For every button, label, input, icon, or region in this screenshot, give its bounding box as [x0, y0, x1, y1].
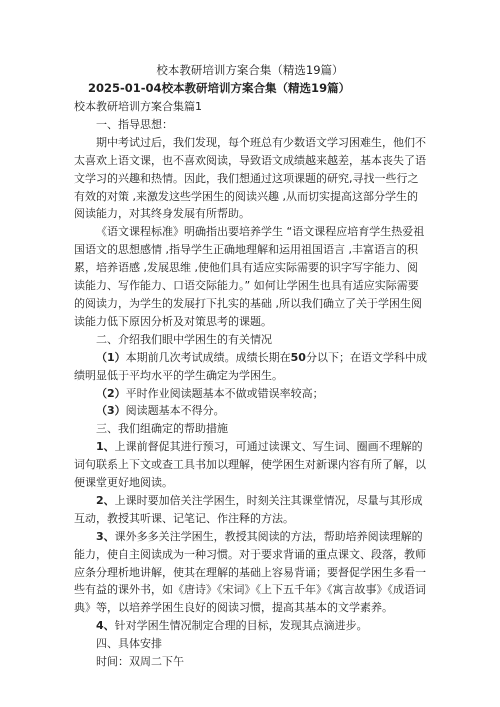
- situation-item-2: [74, 385, 428, 403]
- measure-text: 课外多多关注学困生，教授其阅读的方法，帮助培养阅读理解的能力，使自主阅读成为一种习惯。对于要求背诵的重点课文、段落，教师应条分理析地讲解，使其在理解的基础上容易背诵；要督促学困生多看一些有益的课外书，如《唐诗》《宋词》《上下五千年》《寓言故事》《成语词典》等，以培养学困生良好的阅读习惯，提高其基本的文学素养。: [74, 529, 426, 615]
- measure-number: 1、: [96, 440, 115, 454]
- document-title: 校本教研培训方案合集（精选19篇）: [156, 63, 344, 77]
- meta-title: 校本教研培训方案合集（精选19篇）: [161, 81, 351, 95]
- section-heading-schedule: 四、具体安排: [96, 637, 162, 651]
- document-date: 2025-01-04: [88, 81, 162, 95]
- item-text-cont: 分以下；在语文学科中成绩明显低于平均水平的学生确定为学困生。: [74, 350, 427, 382]
- measure-text: 上课时要加倍关注学困生，时刻关注其课堂情况，尽量与其形成互动，教授其听课、记笔记、作注释的方法。: [74, 493, 423, 525]
- section-heading-guiding-thought: 一、指导思想：: [96, 117, 173, 131]
- document-body: [74, 98, 428, 671]
- document-meta-line: [88, 80, 350, 96]
- measure-3: [74, 528, 428, 618]
- section-heading-measures: 三、我们组确定的帮助措施: [96, 422, 228, 436]
- schedule-time: 时间：双周二下午: [96, 655, 184, 669]
- item-text: 平时作业阅读题基本不做或错误率较高；: [125, 386, 324, 400]
- item-text: 阅读题基本不得分。: [125, 404, 225, 418]
- measure-text: 针对学困生情况制定合理的目标，发现其点滴进步。: [114, 619, 368, 633]
- item-number: （2）: [96, 386, 126, 400]
- measure-number: 2、: [96, 493, 115, 507]
- item-number: （1）: [96, 350, 126, 364]
- situation-item-1: [74, 349, 428, 385]
- measure-number: 4、: [96, 619, 115, 633]
- section-heading-situation: 二、介绍我们眼中学困生的有关情况: [96, 332, 272, 346]
- measure-2: [74, 492, 428, 528]
- item-text: 本期前几次考试成绩。成绩长期在: [125, 350, 291, 364]
- paragraph-1: 期中考试过后，我们发现，每个班总有少数语文学习困难生，他们不太喜欢上语文课，也不喜欢阅读，导致语文成绩越来越差，基本丧失了语文学习的兴趣和热情。因此，我们想通过这项课题的研究,寻找一些行之有效的对策 ,来激发这些学困生的阅读兴趣 ,从而切实提高这部分学生的阅读能力，对其终身发展有所帮助。: [74, 135, 426, 221]
- measure-number: 3、: [96, 529, 115, 543]
- measure-text: 上课前督促其进行预习，可通过读课文、写生词、圈画不理解的词句联系上下文或查工具书加以理解，使学困生对新课内容有所了解，以便课堂更好地阅读。: [74, 440, 426, 490]
- situation-item-3: [74, 402, 428, 420]
- paragraph-2: 《语文课程标准》明确指出要培养学生 “语文课程应培育学生热爱祖国语文的思想感情 ,指导学生正确地理解和运用祖国语言 ,丰富语言的积累，培养语感 ,发展思维 ,使他们具有适应实际需要的识字写字能力、阅读能力、写作能力、口语交际能力。” 如何让学困生也具有适应实际需要的阅读力，为学生的发展打下扎实的基础 ,所以我们确立了关于学困生阅读能力低下原因分析及对策思考的课题。: [74, 225, 425, 328]
- measure-1: [74, 438, 428, 492]
- measure-4: [74, 617, 428, 635]
- score-threshold: 50: [290, 350, 306, 364]
- item-number: （3）: [96, 404, 126, 418]
- chapter-heading: 校本教研培训方案合集篇1: [74, 100, 202, 113]
